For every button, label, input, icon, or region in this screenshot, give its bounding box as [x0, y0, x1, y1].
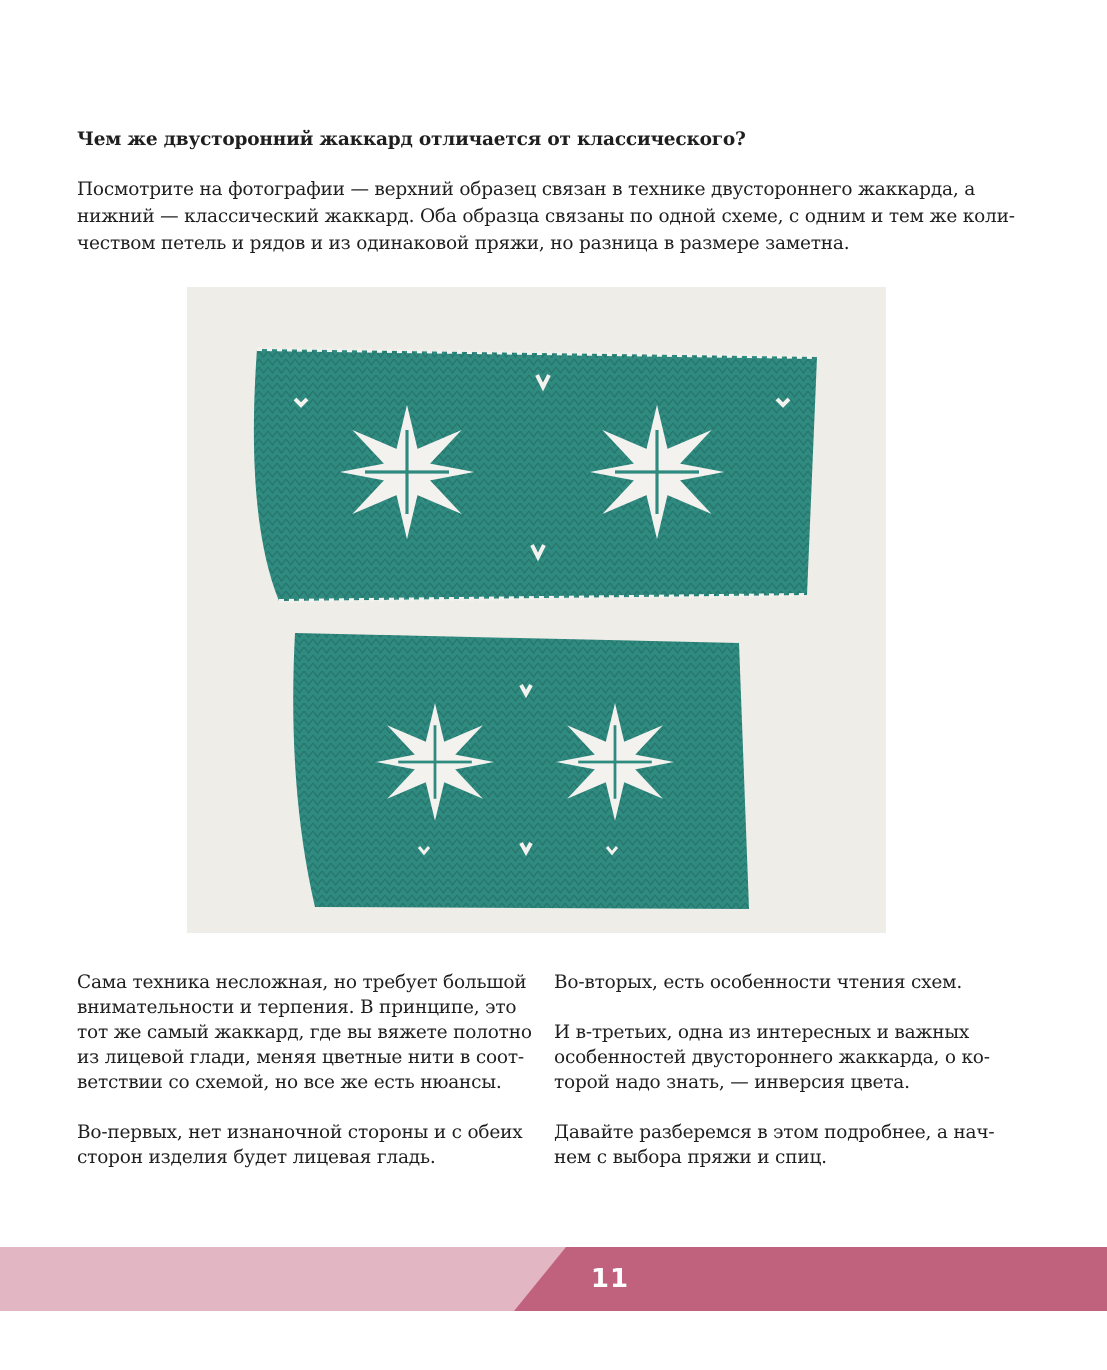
- paragraph: [554, 1020, 1004, 1095]
- left-column: [77, 970, 532, 1195]
- paragraph: [554, 1120, 1004, 1170]
- text-line: сторон изделия будет лицевая гладь.: [77, 1147, 436, 1168]
- text-line: внимательности и терпения. В принципе, это: [77, 997, 517, 1018]
- text-line: ветствии со схемой, но все же есть нюансы.: [77, 1072, 502, 1093]
- page-footer: [0, 1247, 1107, 1311]
- text-line: торой надо знать, — инверсия цвета.: [554, 1072, 910, 1093]
- knitting-samples-photo: [187, 287, 886, 933]
- bottom-sample: [293, 633, 749, 909]
- intro-line: чеством петель и рядов и из одинаковой пряжи, но разница в размере заметна.: [77, 233, 850, 254]
- paragraph: [77, 970, 532, 1095]
- right-column: [554, 970, 1004, 1195]
- text-line: нем с выбора пряжи и спиц.: [554, 1147, 827, 1168]
- intro-paragraph: [77, 176, 1037, 257]
- text-line: особенностей двустороннего жаккарда, о ко-: [554, 1047, 990, 1068]
- text-line: Во-первых, нет изнаночной стороны и с обеих: [77, 1122, 523, 1143]
- text-line: Сама техника несложная, но требует большой: [77, 972, 527, 993]
- paragraph: [554, 970, 1004, 995]
- text-line: Во-вторых, есть особенности чтения схем.: [554, 972, 962, 993]
- top-sample: [254, 349, 817, 601]
- intro-line: нижний — классический жаккард. Оба образца связаны по одной схеме, с одним и тем же коли-: [77, 206, 1015, 227]
- paragraph: [77, 1120, 527, 1170]
- text-line: Давайте разберемся в этом подробнее, а нач-: [554, 1122, 995, 1143]
- text-line: тот же самый жаккард, где вы вяжете полотно: [77, 1022, 532, 1043]
- text-line: И в-третьих, одна из интересных и важных: [554, 1022, 970, 1043]
- text-line: из лицевой глади, меняя цветные нити в соот-: [77, 1047, 524, 1068]
- intro-line: Посмотрите на фотографии — верхний образец связан в технике двустороннего жаккарда, а: [77, 179, 976, 200]
- page-number: 11: [590, 1264, 630, 1294]
- section-heading: Чем же двусторонний жаккард отличается от классического?: [77, 129, 746, 150]
